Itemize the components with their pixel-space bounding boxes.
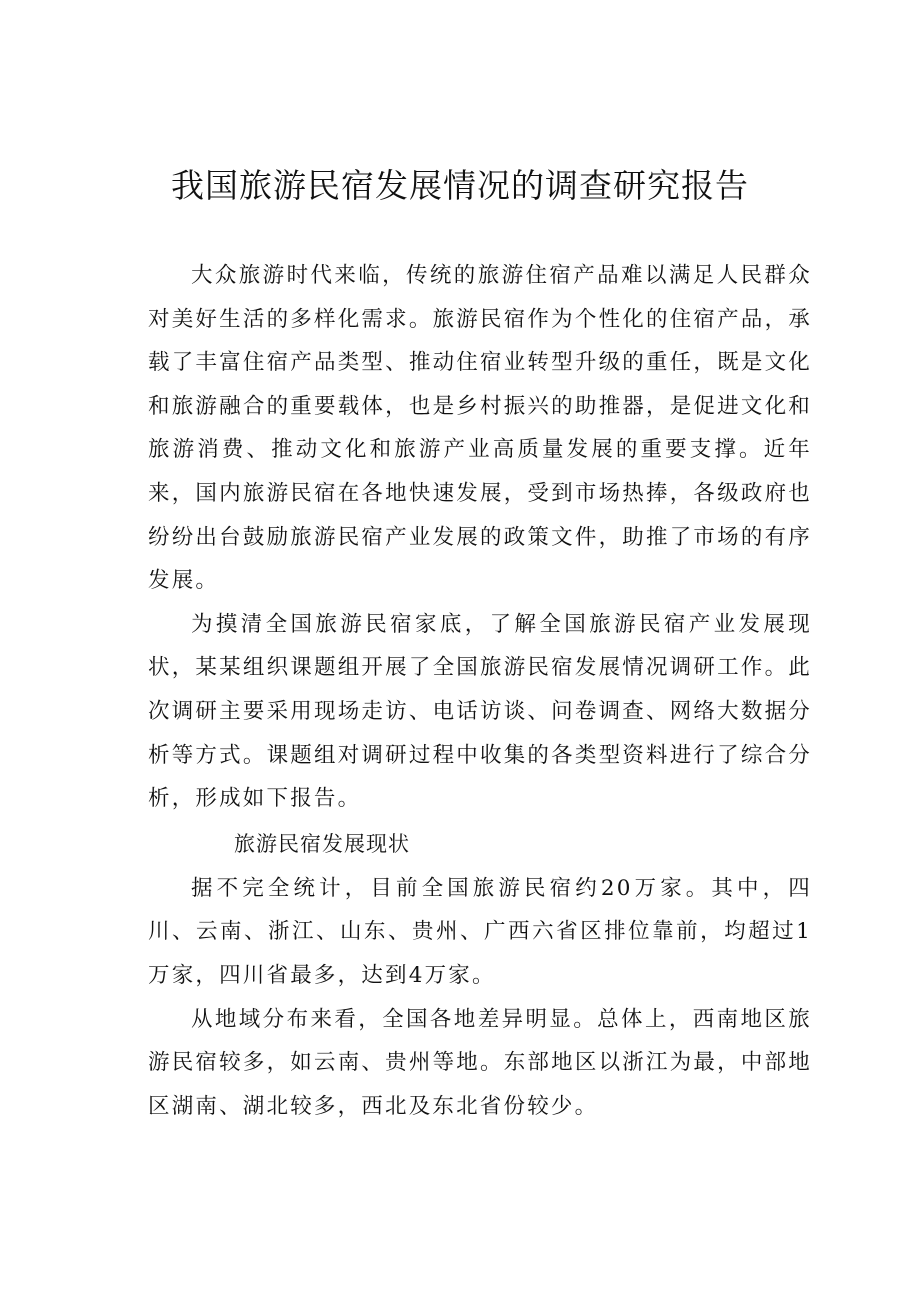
document-title: 我国旅游民宿发展情况的调查研究报告 [171, 166, 749, 205]
section-heading: 旅游民宿发展现状 [234, 831, 410, 856]
paragraph-intro-1: 大众旅游时代来临，传统的旅游住宿产品难以满足人民群众对美好生活的多样化需求。旅游民宿作为个性化的住宿产品，承载了丰富住宿产品类型、推动住宿业转型升级的重任，既是文化和旅游融合的重要载体，也是乡村振兴的助推器，是促进文化和旅游消费、推动文化和旅游产业高质量发展的重要支撑。近年来，国内旅游民宿在各地快速发展，受到市场热捧，各级政府也纷纷出台鼓励旅游民宿产业发展的政策文件，助推了市场的有序发展。 [148, 263, 812, 594]
paragraph-intro-2: 为摸清全国旅游民宿家底，了解全国旅游民宿产业发展现状，某某组织课题组开展了全国旅游民宿发展情况调研工作。此次调研主要采用现场走访、电话访谈、问卷调查、网络大数据分析等方式。课题组对调研过程中收集的各类型资料进行了综合分析，形成如下报告。 [148, 611, 812, 812]
paragraph-section-1: 据不完全统计，目前全国旅游民宿约20万家。其中，四川、云南、浙江、山东、贵州、广西六省区排位靠前，均超过1万家，四川省最多，达到4万家。 [148, 875, 812, 988]
document-body [148, 254, 812, 1128]
paragraph-section-2: 从地域分布来看，全国各地差异明显。总体上，西南地区旅游民宿较多，如云南、贵州等地。东部地区以浙江为最，中部地区湖南、湖北较多，西北及东北省份较少。 [148, 1006, 812, 1119]
